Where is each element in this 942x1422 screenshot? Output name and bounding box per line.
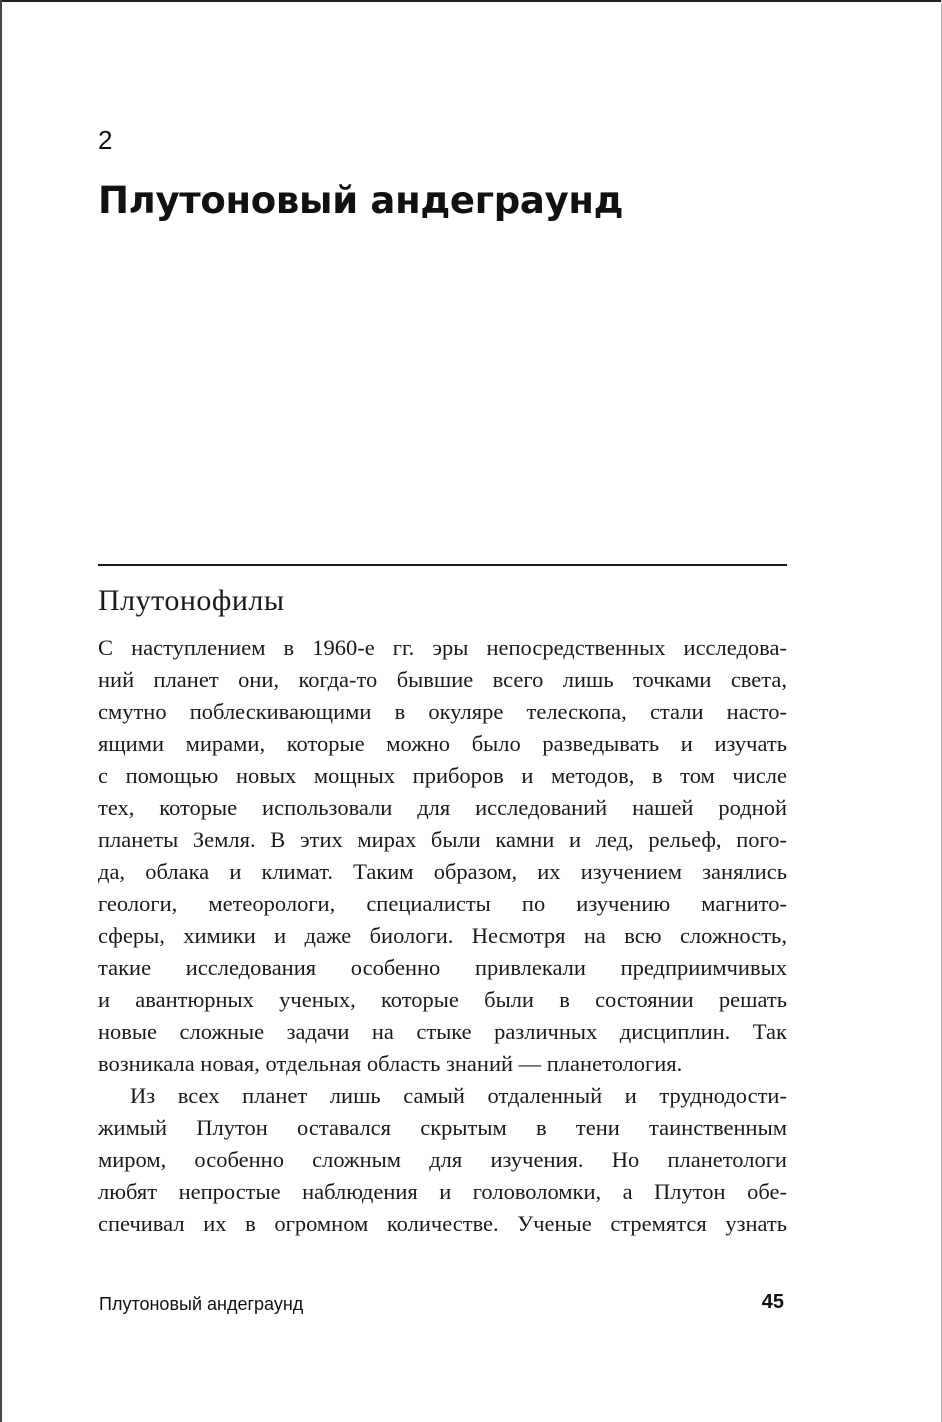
body-line: спечивал их в огромном количестве. Ученые стремятся узнать [98,1211,787,1236]
body-line: смутно поблескивающими в окуляре телескопа, стали насто- [98,699,787,724]
body-line: новые сложные задачи на стыке различных дисциплин. Так [98,1019,787,1044]
body-line: такие исследования особенно привлекали предприимчивых [98,955,787,980]
body-line: ящими мирами, которые можно было разведывать и изучать [98,731,787,756]
body-line: планеты Земля. В этих мирах были камни и лед, рельеф, пого- [98,827,787,852]
chapter-title: Плутоновый андеграунд [98,179,624,222]
section-title: Плутонофилы [98,584,285,617]
running-footer-title: Плутоновый андеграунд [99,1294,304,1314]
body-line: сферы, химики и даже биологи. Несмотря на всю сложность, [98,923,787,948]
body-line: возникала новая, отдельная область знаний — планетология. [98,1051,683,1076]
body-line: с помощью новых мощных приборов и методов, в том числе [98,763,787,788]
body-line: да, облака и климат. Таким образом, их изучением занялись [98,859,787,884]
chapter-number: 2 [98,125,113,155]
body-line: Из всех планет лишь самый отдаленный и труднодости- [130,1083,787,1108]
body-line: миром, особенно сложным для изучения. Но планетологи [98,1147,787,1172]
body-line: любят непростые наблюдения и головоломки, а Плутон обе- [98,1179,787,1204]
body-line: С наступлением в 1960-е гг. эры непосредственных исследова- [98,635,787,660]
body-line: ний планет они, когда-то бывшие всего лишь точками света, [98,667,787,692]
page-frame-left [0,0,2,1422]
page-number: 45 [761,1291,784,1313]
body-line: геологи, метеорологи, специалисты по изучению магнито- [98,891,787,916]
section-divider [98,564,787,566]
body-line: жимый Плутон оставался скрытым в тени таинственным [98,1115,787,1140]
page-frame-top [0,0,942,2]
body-text [98,632,787,1240]
body-line: и авантюрных ученых, которые были в состоянии решать [98,987,787,1012]
body-line: тех, которые использовали для исследований нашей родной [98,795,787,820]
